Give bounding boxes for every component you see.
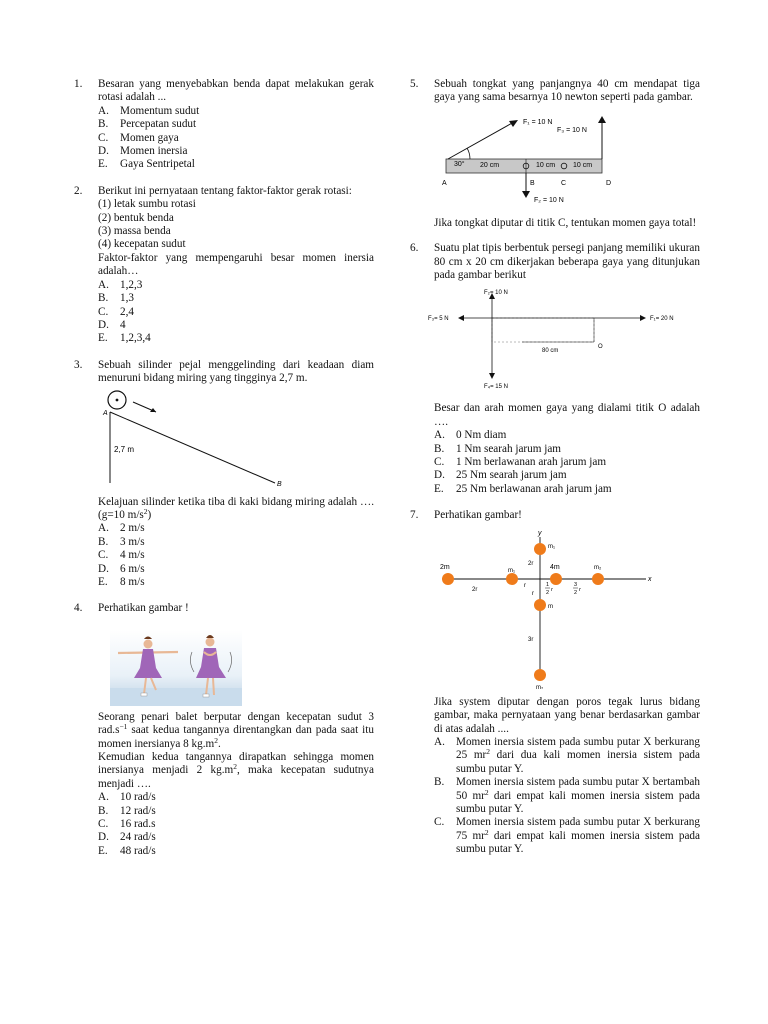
option-letter: B. [98, 535, 109, 548]
question-stem: Sebuah tongkat yang panjangnya 40 cm mendapat tiga gaya yang sama besarnya 10 newton seperti pada gambar. [434, 78, 700, 104]
option-item[interactable] [98, 818, 374, 831]
option-letter: C. [98, 305, 109, 318]
option-text: 4 m/s [120, 549, 145, 562]
ice-floor [110, 688, 242, 706]
distance-ab: 20 cm [480, 161, 500, 169]
option-text: Momen inersia sistem pada sumbu putar X berkurang 25 mr [456, 735, 700, 762]
option-text: Momentum sudut [120, 104, 200, 117]
option-letter: D. [98, 145, 109, 158]
mass-4m [550, 573, 562, 585]
option-text: 1 Nm berlawanan arah jarum jam [456, 456, 607, 469]
question-number: 2. [74, 184, 83, 197]
option-letter: C. [98, 549, 109, 562]
options-list [98, 105, 374, 172]
threehalf-num: 3 [574, 581, 578, 588]
option-item[interactable] [98, 118, 374, 131]
option-text: dari dua kali momen inersia sistem pada sumbu putar Y. [456, 749, 700, 775]
statement-item: (1) letak sumbu rotasi [98, 198, 196, 211]
superscript: 2 [143, 506, 148, 516]
option-item[interactable] [98, 132, 374, 145]
option-b[interactable] [434, 776, 700, 816]
option-letter: D. [98, 831, 109, 844]
question-number: 4. [74, 602, 83, 615]
option-letter: E. [98, 332, 108, 345]
option-text: Momen inersia [120, 145, 188, 158]
angle-arc [467, 148, 470, 159]
question-stem: Berikut ini pernyataan tentang faktor-faktor gerak rotasi: [98, 184, 352, 197]
option-letter: B. [98, 292, 109, 305]
question-paragraph-1 [98, 711, 374, 751]
statement-item: (2) bentuk benda [98, 211, 174, 224]
question-stem: Perhatikan gambar ! [98, 602, 189, 615]
left-column [74, 78, 374, 858]
plate-outline [492, 318, 594, 342]
option-letter: D. [98, 318, 109, 331]
stem-text: saat kedua tangannya direntangkan dan pada saat itu momen inersianya 8 kg.m [98, 724, 374, 750]
option-item[interactable] [98, 549, 374, 562]
option-text: Gaya Sentripetal [120, 158, 195, 171]
mass-m1-top [534, 543, 546, 555]
distance-2r-left: 2r [472, 586, 478, 593]
half-den: 2 [546, 589, 550, 596]
label-a: A [103, 409, 108, 417]
option-item[interactable] [98, 105, 374, 118]
distance-2r-top: 2r [528, 560, 534, 567]
option-letter: B. [434, 442, 445, 455]
m1-top-label: m₁ [548, 543, 556, 550]
option-item[interactable] [98, 536, 374, 549]
question-1 [74, 78, 374, 172]
question-number: 1. [74, 78, 83, 90]
m2-right-label: m₂ [594, 564, 602, 571]
question-stem-2: Faktor-faktor yang mempengaruhi besar momen inersia adalah… [98, 251, 374, 278]
option-text: Momen inersia sistem pada sumbu putar X bertambah 50 mr [456, 776, 700, 802]
f1-label: F₁ = 10 N [523, 118, 553, 126]
option-item[interactable] [98, 845, 374, 858]
option-text: 1,2,3 [120, 278, 143, 291]
option-letter: C. [434, 456, 445, 469]
x-axis-label: x [648, 575, 652, 583]
option-text: 8 m/s [120, 575, 145, 588]
f2-label: F₂ = 10 N [534, 196, 564, 204]
arrow-head [458, 315, 464, 321]
option-text: 0 Nm diam [456, 429, 507, 442]
option-text: Momen inersia sistem pada sumbu putar X berkurang 75 mr [456, 816, 700, 842]
option-item[interactable] [98, 805, 374, 818]
statement-list [98, 198, 374, 252]
option-item[interactable] [98, 576, 374, 589]
option-letter: B. [98, 118, 109, 131]
mass-2m [442, 573, 454, 585]
option-a[interactable] [434, 736, 700, 776]
option-item[interactable] [434, 456, 700, 469]
superscript: −1 [119, 722, 128, 732]
question-stem: Suatu plat tipis berbentuk persegi panjang memiliki ukuran 80 cm x 20 cm dikerjakan beberapa gaya yang ditunjukan pada gambar berikut [434, 242, 700, 282]
superscript: 2 [214, 735, 218, 745]
option-item[interactable] [98, 292, 374, 305]
option-letter: C. [98, 131, 109, 144]
mass-m [534, 599, 546, 611]
label-d: D [606, 179, 612, 187]
arrow-head [522, 191, 530, 198]
option-item[interactable] [434, 443, 700, 456]
question-stem: Perhatikan gambar! [434, 509, 522, 522]
option-item[interactable] [98, 522, 374, 535]
m1-left-label: m₁ [508, 567, 516, 574]
option-item[interactable] [98, 791, 374, 804]
question-stem-2 [98, 496, 374, 523]
question-number: 7. [410, 509, 419, 522]
distance-label: 80 cm [542, 348, 559, 355]
option-text: 10 rad/s [120, 791, 156, 804]
option-text: 1,2,3,4 [120, 332, 151, 345]
options-list [98, 522, 374, 589]
m2-bottom-label: m₂ [536, 684, 544, 689]
distance-cd: 10 cm [573, 161, 593, 169]
option-letter: B. [98, 804, 109, 817]
option-letter: C. [434, 816, 445, 829]
option-text: Momen gaya [120, 131, 179, 144]
f2-label: F₂= 10 N [484, 290, 508, 297]
arrow-head [640, 315, 646, 321]
option-text: 2,4 [120, 305, 134, 318]
incline-slope [110, 412, 275, 483]
option-item[interactable] [434, 469, 700, 482]
option-letter: E. [98, 575, 108, 588]
option-text: dari empat kali momen inersia sistem pada sumbu putar Y. [456, 829, 700, 856]
label-c: C [561, 179, 567, 187]
options-list [434, 736, 700, 857]
option-text: 48 rad/s [120, 844, 156, 857]
height-label: 2,7 m [114, 444, 135, 454]
option-letter: A. [434, 429, 445, 442]
m-label: m [548, 603, 553, 610]
statement-item: (3) massa benda [98, 225, 171, 238]
option-letter: E. [98, 844, 108, 857]
option-text: 12 rad/s [120, 804, 156, 817]
option-letter: A. [98, 278, 109, 291]
superscript: 2 [233, 762, 237, 772]
arrow-head [489, 373, 495, 379]
question-7 [410, 509, 700, 856]
options-list [98, 791, 374, 858]
option-letter: A. [98, 522, 109, 535]
stem-text: Seorang penari balet berputar dengan kecepatan sudut 3 rad.s [98, 710, 374, 737]
ballet-dancer-image [110, 630, 242, 706]
right-column [410, 78, 700, 857]
plate-forces-figure [426, 288, 688, 392]
stem-text: Kemudian kedua tangannya dirapatkan sehingga momen inersianya menjadi 2 kg.m [98, 751, 374, 777]
options-list [98, 279, 374, 346]
label-a: A [442, 179, 447, 187]
superscript: 2 [484, 787, 489, 797]
question-2 [74, 185, 374, 346]
option-letter: E. [434, 482, 444, 495]
question-3 [74, 359, 374, 590]
option-item[interactable] [98, 563, 374, 576]
distance-r-down: r [532, 590, 534, 597]
question-number: 6. [410, 242, 419, 255]
option-item[interactable] [98, 145, 374, 158]
point-o-label: O [598, 344, 603, 351]
option-text: dari empat kali momen inersia sistem pada sumbu putar Y. [456, 789, 700, 815]
label-b: B [530, 179, 535, 187]
option-text: 6 m/s [120, 562, 145, 575]
stem-text: . [217, 737, 221, 750]
question-stem: Sebuah silinder pejal menggelinding dari keadaan diam menuruni bidang miring yang tingginya 2,7 m. [98, 358, 374, 385]
question-6 [410, 242, 700, 496]
option-text: 16 rad.s [120, 818, 156, 831]
y-axis-label: y [538, 529, 542, 537]
option-item[interactable] [98, 279, 374, 292]
mass-m1-left [506, 573, 518, 585]
question-4 [74, 602, 374, 858]
option-letter: C. [98, 818, 109, 831]
distance-3r: 3r [528, 636, 534, 643]
distance-r: r [524, 582, 526, 589]
arrow-head [598, 116, 606, 123]
mass-m2-bottom [534, 669, 546, 681]
superscript: 2 [486, 747, 491, 757]
stem-text: , maka kecepatan sudutnya menjadi …. [98, 764, 374, 790]
option-text: 2 m/s [120, 522, 145, 535]
option-letter: E. [98, 158, 108, 171]
statement-item: (4) kecepatan sudut [98, 238, 186, 251]
option-item[interactable] [98, 306, 374, 319]
superscript: 2 [484, 827, 489, 837]
option-text: 1,3 [120, 292, 134, 305]
question-5 [410, 78, 700, 230]
option-item[interactable] [434, 483, 700, 496]
option-item[interactable] [98, 332, 374, 345]
option-text: 25 Nm berlawanan arah jarum jam [456, 482, 612, 495]
option-letter: D. [98, 562, 109, 575]
threehalf-r: r [579, 586, 581, 593]
distance-bc: 10 cm [536, 161, 556, 169]
option-item[interactable] [98, 831, 374, 844]
f3-label: F₃= 5 N [428, 316, 449, 323]
f4-label: F₄= 15 N [484, 384, 508, 391]
option-text: 4 [120, 318, 126, 331]
option-letter: A. [98, 791, 109, 804]
label-4m: 4m [550, 563, 560, 571]
incline-figure [100, 390, 290, 490]
stem-text: Kelajuan silinder ketika tiba di kaki bidang miring adalah …. (g=10 m/s [98, 495, 374, 521]
option-item[interactable] [98, 319, 374, 332]
question-stem-2: Besar dan arah momen gaya yang dialami titik O adalah …. [434, 402, 700, 428]
option-letter: A. [98, 104, 109, 117]
options-list [434, 429, 700, 496]
half-r: r [551, 586, 553, 593]
option-text: 25 Nm searah jarum jam [456, 469, 567, 482]
half-num: 1 [546, 581, 550, 588]
question-paragraph-2 [98, 751, 374, 791]
question-stem: Besaran yang menyebabkan benda dapat melakukan gerak rotasi adalah ... [98, 78, 374, 104]
option-text: Percepatan sudut [120, 118, 197, 131]
option-text: 3 m/s [120, 535, 145, 548]
option-letter: B. [434, 776, 445, 789]
force-f1-arrow [448, 122, 514, 159]
option-text: 24 rad/s [120, 831, 156, 844]
label-b: B [277, 480, 282, 488]
question-stem-2: Jika system diputar dengan poros tegak lurus bidang gambar, maka pernyataan yang benar berdasarkan gambar di atas adalah .... [434, 695, 700, 735]
mass-system-figure [432, 529, 668, 689]
threehalf-den: 2 [574, 589, 578, 596]
option-item[interactable] [434, 429, 700, 442]
f1-label: F₁= 20 N [650, 316, 674, 323]
option-c[interactable] [434, 816, 700, 856]
question-stem-2: Jika tongkat diputar di titik C, tentukan momen gaya total! [434, 216, 697, 229]
question-number: 3. [74, 358, 83, 371]
option-letter: D. [434, 469, 445, 482]
question-number: 5. [410, 78, 419, 90]
stem-text: ) [147, 508, 152, 521]
cylinder-center [116, 398, 119, 401]
f3-label: F₃ = 10 N [557, 126, 587, 134]
angle-label: 30° [454, 160, 465, 168]
option-text: 1 Nm searah jarum jam [456, 442, 562, 455]
label-2m: 2m [440, 563, 450, 571]
mass-m2-right [592, 573, 604, 585]
rod-forces-figure [440, 111, 636, 207]
option-item[interactable] [98, 158, 374, 171]
option-letter: A. [434, 735, 445, 748]
